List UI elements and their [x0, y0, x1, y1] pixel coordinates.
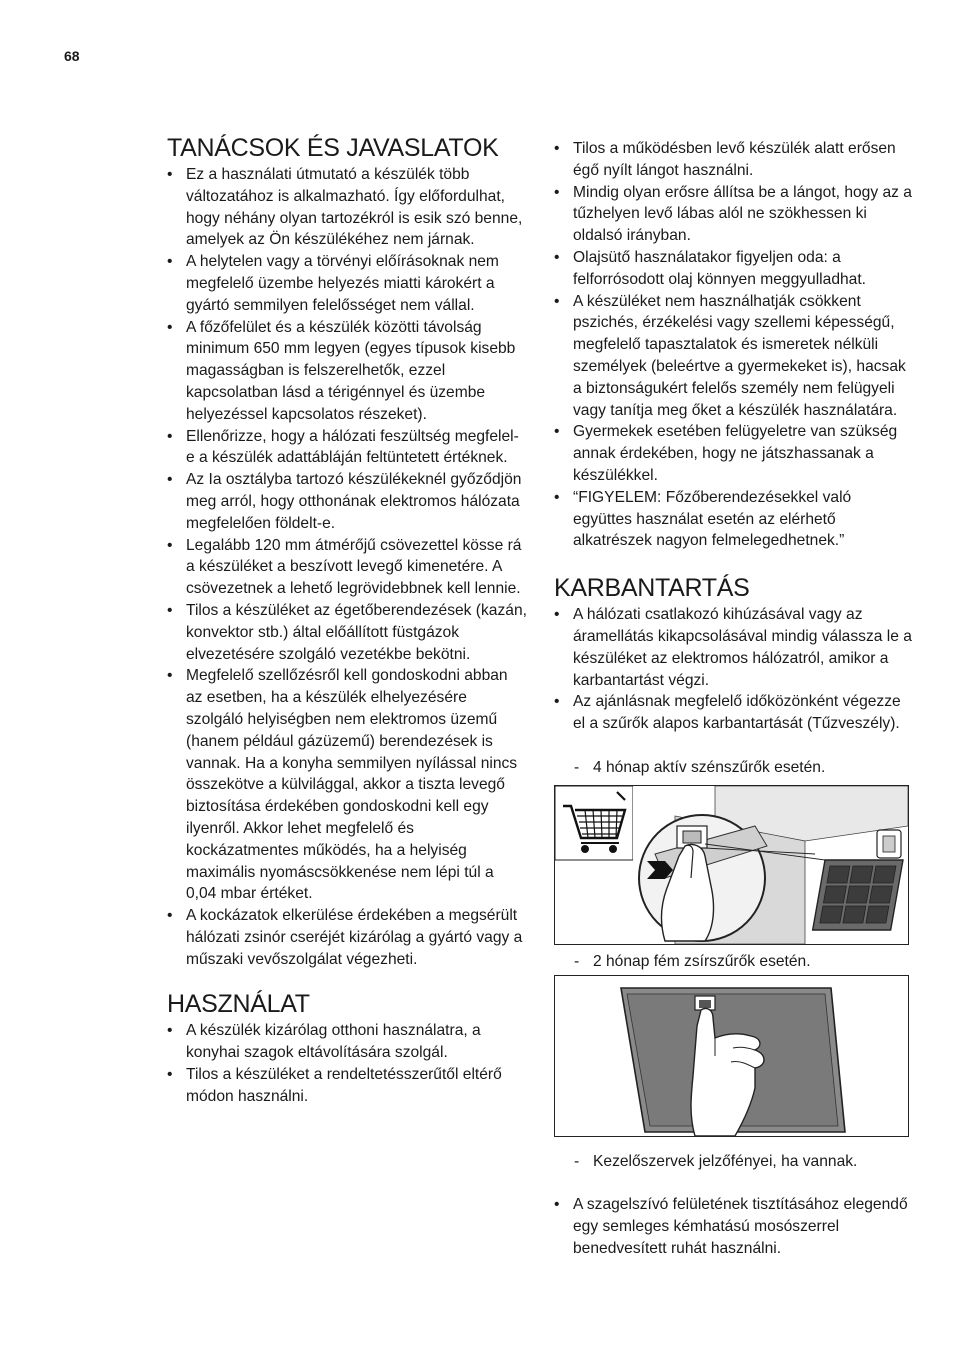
- dash-item-charcoal: - 4 hónap aktív szénszűrők esetén.: [554, 757, 914, 779]
- safety-list: [554, 138, 914, 552]
- section-title-tips: TANÁCSOK ÉS JAVASLATOK: [167, 134, 499, 162]
- list-item: • Gyermekek esetében felügyeletre van szükség annak érdekében, hogy ne játszhassanak a készülékkel.: [554, 421, 914, 486]
- maintenance-list: [554, 604, 914, 735]
- list-item: • A kockázatok elkerülése érdekében a megsérült hálózati zsinór cseréjét kizárólag a gyártó vagy a műszaki vevőszolgálat végezheti.: [167, 905, 527, 970]
- list-item: • Megfelelő szellőzésről kell gondoskodni abban az esetben, ha a készülék elhelyezésére szolgáló helyiségben nem elektromos üzemű (hanem például gázüzemű) berendezések is vannak. Ha a konyha semmilyen nyílással nincs összekötve a külvilággal, akkor a tiszta levegő biztosítása érdekében gondoskodni kell egy ilyenről. Akkor lehet megfelelő és kockázatmentes működés, ha a helyiség maximális nyomáscsökkenése nem lépi túl a 0,04 mbar értéket.: [167, 665, 527, 905]
- list-item: • Tilos a készüléket az égetőberendezések (kazán, konvektor stb.) által előállított füstgázok elvezetésére szolgáló vezetékbe bekötni.: [167, 600, 527, 665]
- usage-section: [167, 990, 527, 1107]
- section-title-usage: HASZNÁLAT: [167, 990, 310, 1019]
- list-item: • Ellenőrizze, hogy a hálózati feszültség megfelel-e a készülék adattábláján feltüntetett értéknek.: [167, 426, 527, 470]
- list-item: • A szagelszívó felületének tisztításához elegendő egy semleges kémhatású mosószerrel benedvesített ruhát használni.: [554, 1194, 914, 1259]
- list-item: • A készülék kizárólag otthoni használatra, a konyhai szagok eltávolítására szolgál.: [167, 1020, 527, 1064]
- usage-list: [167, 1020, 527, 1107]
- list-item: • Ez a használati útmutató a készülék több változatához is alkalmazható. Így előfordulhat, hogy néhány olyan tartozékról is esik szó benne, amelyek az Ön készülékéhez nem járnak.: [167, 164, 527, 251]
- list-item: • A helytelen vagy a törvényi előírásoknak nem megfelelő üzembe helyezés miatti károkért a gyártó semmilyen felelősséget nem vállal.: [167, 251, 527, 316]
- list-item: • “FIGYELEM: Főzőberendezésekkel való együttes használat esetén az elérhető alkatrészek nagyon felmelegedhetnek.”: [554, 487, 914, 552]
- maintenance-section: [554, 574, 914, 1260]
- left-column: [167, 134, 527, 1108]
- list-item: • Az Ia osztályba tartozó készülékeknél győződjön meg arról, hogy otthonának elektromos hálózata megfelelően földelt-e.: [167, 469, 527, 534]
- list-item: • Tilos a készüléket a rendeltetésszerűtől eltérő módon használni.: [167, 1064, 527, 1108]
- list-item: • Mindig olyan erősre állítsa be a lángot, hogy az a tűzhelyen levő lábas alól ne szökhessen ki oldalsó irányban.: [554, 182, 914, 247]
- list-item: • A hálózati csatlakozó kihúzásával vagy az áramellátás kikapcsolásával mindig válassza le a készüléket az elektromos hálózatról, amikor a karbantartást végzi.: [554, 604, 914, 691]
- list-item: • Az ajánlásnak megfelelő időközönként végezze el a szűrők alapos karbantartását (Tűzveszély).: [554, 691, 914, 735]
- metal-grease-filter-illustration: [554, 975, 909, 1137]
- dash-item-metal: - 2 hónap fém zsírszűrők esetén.: [554, 951, 914, 973]
- right-column: [554, 138, 914, 1260]
- charcoal-filter-illustration: [554, 785, 909, 945]
- dash-item-lights: - Kezelőszervek jelzőfényei, ha vannak.: [554, 1151, 914, 1173]
- section-title-maintenance: KARBANTARTÁS: [554, 574, 750, 603]
- list-item: • A készüléket nem használhatják csökkent pszichés, érzékelési vagy szellemi képességű, megfelelő tapasztalatok és ismeretek nélküli személyek (beleértve a gyermekeket is), hacsak a biztonságukért felelős személy nem felügyeli vagy tanítja meg őket a készülék használatára.: [554, 291, 914, 422]
- tips-list: [167, 164, 527, 970]
- list-item: • A főzőfelület és a készülék közötti távolság minimum 650 mm legyen (egyes típusok kisebb magasságban is felszerelhetők, ezzel kapcsolatban lásd a térigénnyel és üzembe helyezéssel kapcsolatos részeket).: [167, 317, 527, 426]
- list-item: • Olajsütő használatakor figyeljen oda: a felforrósodott olaj könnyen meggyulladhat.: [554, 247, 914, 291]
- list-item: • Legalább 120 mm átmérőjű csövezettel kösse rá a készüléket a beszívott levegő kimenetére. A csövezetnek a lehető legrövidebbnek kell lennie.: [167, 535, 527, 600]
- shopping-cart-icon: [555, 786, 633, 860]
- cleaning-list: [554, 1194, 914, 1259]
- page-number: 68: [64, 48, 80, 64]
- list-item: • Tilos a működésben levő készülék alatt erősen égő nyílt lángot használni.: [554, 138, 914, 182]
